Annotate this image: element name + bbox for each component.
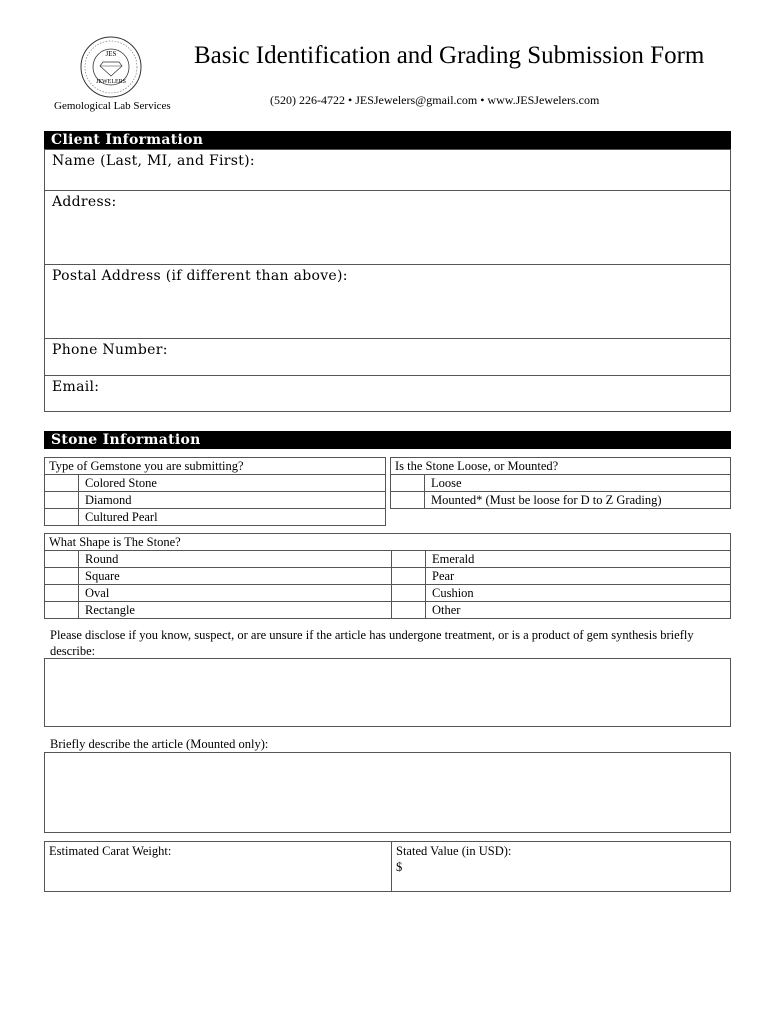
list-item[interactable] xyxy=(391,475,731,492)
gem-seal-logo-icon xyxy=(66,36,156,98)
currency-symbol: $ xyxy=(396,860,403,874)
shape-label: Emerald xyxy=(426,551,731,568)
checkbox[interactable] xyxy=(391,492,425,509)
name-field[interactable] xyxy=(44,149,731,191)
postal-address-field[interactable] xyxy=(44,264,731,339)
email-label: Email: xyxy=(52,379,100,395)
shape-label: Other xyxy=(426,602,731,619)
checkbox[interactable] xyxy=(45,551,79,568)
page-title: Basic Identification and Grading Submission Form xyxy=(194,42,705,69)
loose-mounted-table xyxy=(390,457,731,509)
option-label: Loose xyxy=(425,475,731,492)
company-logo xyxy=(66,36,156,98)
option-label: Cultured Pearl xyxy=(79,509,386,526)
shape-label: Rectangle xyxy=(79,602,392,619)
loose-mounted-question: Is the Stone Loose, or Mounted? xyxy=(391,458,731,475)
phone-label: Phone Number: xyxy=(52,342,168,358)
postal-address-label: Postal Address (if different than above): xyxy=(52,268,348,284)
checkbox[interactable] xyxy=(45,509,79,526)
gemstone-type-question: Type of Gemstone you are submitting? xyxy=(45,458,386,475)
logo-subtitle: Gemological Lab Services xyxy=(54,100,171,112)
table-row xyxy=(45,551,731,568)
stone-shape-table xyxy=(44,533,731,619)
checkbox[interactable] xyxy=(392,568,426,585)
svg-text:JEWELERS: JEWELERS xyxy=(96,79,126,85)
checkbox[interactable] xyxy=(392,551,426,568)
checkbox[interactable] xyxy=(45,585,79,602)
list-item[interactable] xyxy=(45,509,386,526)
stone-shape-question: What Shape is The Stone? xyxy=(45,534,731,551)
checkbox[interactable] xyxy=(45,492,79,509)
list-item[interactable] xyxy=(45,475,386,492)
checkbox[interactable] xyxy=(391,475,425,492)
mounted-description-prompt: Briefly describe the article (Mounted only): xyxy=(50,737,269,751)
address-label: Address: xyxy=(52,194,117,210)
treatment-description-field[interactable] xyxy=(44,658,731,727)
shape-label: Cushion xyxy=(426,585,731,602)
name-label: Name (Last, MI, and First): xyxy=(52,153,255,169)
stated-value-label: Stated Value (in USD): xyxy=(396,844,512,858)
client-info-header: Client Information xyxy=(44,131,731,149)
carat-weight-field[interactable] xyxy=(45,842,392,892)
checkbox[interactable] xyxy=(45,475,79,492)
mounted-description-field[interactable] xyxy=(44,752,731,833)
list-item[interactable] xyxy=(45,492,386,509)
phone-field[interactable] xyxy=(44,338,731,376)
svg-text:JES: JES xyxy=(105,50,117,58)
stated-value-field[interactable] xyxy=(392,842,731,892)
carat-value-table xyxy=(44,841,731,892)
shape-label: Pear xyxy=(426,568,731,585)
table-row xyxy=(45,602,731,619)
shape-label: Square xyxy=(79,568,392,585)
gemstone-type-table xyxy=(44,457,386,526)
option-label: Mounted* (Must be loose for D to Z Grading) xyxy=(425,492,731,509)
shape-label: Round xyxy=(79,551,392,568)
table-row xyxy=(45,568,731,585)
checkbox[interactable] xyxy=(392,602,426,619)
carat-weight-label: Estimated Carat Weight: xyxy=(49,844,172,858)
shape-label: Oval xyxy=(79,585,392,602)
checkbox[interactable] xyxy=(45,568,79,585)
contact-line: (520) 226-4722 • JESJewelers@gmail.com • www.JESJewelers.com xyxy=(270,93,600,107)
list-item[interactable] xyxy=(391,492,731,509)
email-field[interactable] xyxy=(44,375,731,412)
checkbox[interactable] xyxy=(392,585,426,602)
address-field[interactable] xyxy=(44,190,731,265)
stone-info-header: Stone Information xyxy=(44,431,731,449)
option-label: Diamond xyxy=(79,492,386,509)
treatment-prompt: Please disclose if you know, suspect, or are unsure if the article has undergone treatment, or is a product of gem synthesis briefly describe: xyxy=(50,628,694,658)
checkbox[interactable] xyxy=(45,602,79,619)
table-row xyxy=(45,585,731,602)
option-label: Colored Stone xyxy=(79,475,386,492)
